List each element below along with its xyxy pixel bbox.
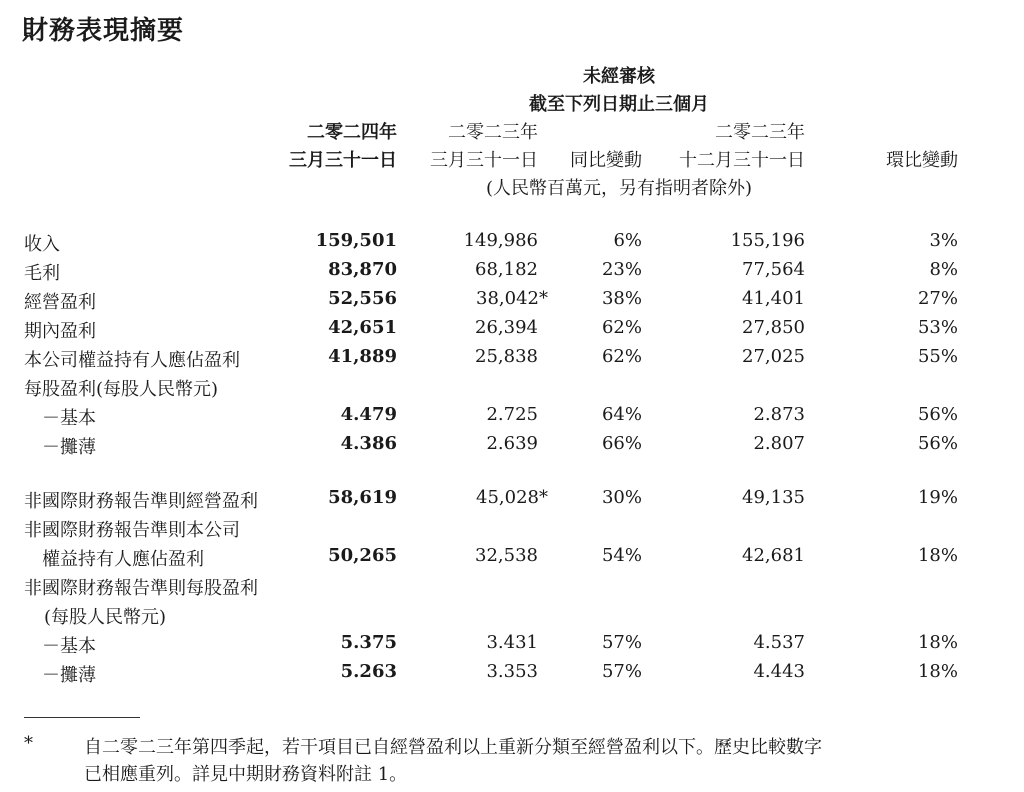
cell-2023q4: 41,401 — [742, 288, 805, 309]
header-col3: 同比變動 — [570, 150, 642, 171]
cell-yoy: 57% — [601, 632, 642, 653]
cell-2023q4: 27,025 — [742, 346, 805, 367]
header-col1-date: 三月三十一日 — [289, 150, 397, 171]
row-label: 每股盈利(每股人民幣元) — [24, 379, 219, 400]
cell-2023q1: 149,986 — [463, 230, 538, 251]
row-label: 非國際財務報告準則經營盈利 — [24, 491, 258, 512]
cell-2024q1: 50,265 — [328, 545, 397, 566]
cell-2024q1: 83,870 — [328, 259, 397, 280]
cell-yoy: 38% — [601, 288, 642, 309]
footnote-mark: * — [24, 733, 33, 754]
cell-2024q1: 5.375 — [340, 632, 397, 653]
table-row — [0, 375, 1024, 403]
table-row — [0, 603, 1024, 631]
header-col1-year: 二零二四年 — [307, 122, 397, 143]
cell-qoq: 56% — [917, 433, 958, 454]
table-row — [0, 404, 1024, 432]
cell-2023q4: 155,196 — [730, 230, 805, 251]
cell-qoq: 3% — [929, 230, 958, 251]
cell-2023q4: 77,564 — [742, 259, 805, 280]
cell-2023q4: 4.537 — [753, 632, 805, 653]
table-row — [0, 346, 1024, 374]
row-label: 期內盈利 — [24, 321, 96, 342]
table-row — [0, 661, 1024, 689]
cell-2024q1: 58,619 — [328, 487, 397, 508]
footnote-line-1: 自二零二三年第四季起，若干項目已自經營盈利以上重新分類至經營盈利以下。歷史比較數字 — [84, 737, 822, 758]
cell-yoy: 6% — [613, 230, 642, 251]
cell-2023q1: 2.725 — [486, 404, 538, 425]
cell-2024q1: 52,556 — [328, 288, 397, 309]
cell-qoq: 55% — [917, 346, 958, 367]
cell-2023q4: 27,850 — [742, 317, 805, 338]
header-col5: 環比變動 — [886, 150, 958, 171]
table-row — [0, 288, 1024, 316]
footnote-divider — [24, 717, 140, 718]
cell-qoq: 53% — [917, 317, 958, 338]
cell-yoy: 64% — [601, 404, 642, 425]
table-row — [0, 545, 1024, 573]
cell-2024q1: 42,651 — [328, 317, 397, 338]
cell-qoq: 18% — [917, 661, 958, 682]
header-col2-year: 二零二三年 — [448, 122, 538, 143]
row-label: 毛利 — [24, 263, 60, 284]
table-row — [0, 317, 1024, 345]
row-label: －攤薄 — [42, 665, 96, 686]
cell-2024q1: 159,501 — [315, 230, 397, 251]
cell-2024q1: 41,889 — [328, 346, 397, 367]
cell-2023q1: 45,028* — [476, 487, 548, 508]
header-col4-date: 十二月三十一日 — [679, 150, 805, 171]
table-row — [0, 433, 1024, 461]
cell-2023q4: 49,135 — [742, 487, 805, 508]
cell-qoq: 27% — [917, 288, 958, 309]
table-row — [0, 516, 1024, 544]
cell-2023q1: 26,394 — [475, 317, 538, 338]
row-label: －基本 — [42, 408, 96, 429]
cell-yoy: 66% — [601, 433, 642, 454]
cell-yoy: 62% — [601, 317, 642, 338]
cell-2023q1: 32,538 — [475, 545, 538, 566]
row-label: －攤薄 — [42, 437, 96, 458]
row-label: 權益持有人應佔盈利 — [42, 549, 204, 570]
cell-2024q1: 5.263 — [340, 661, 397, 682]
cell-2023q1: 38,042* — [476, 288, 548, 309]
cell-qoq: 8% — [929, 259, 958, 280]
cell-yoy: 57% — [601, 661, 642, 682]
table-row — [0, 230, 1024, 258]
row-label: 非國際財務報告準則每股盈利 — [24, 578, 258, 599]
cell-yoy: 23% — [601, 259, 642, 280]
cell-qoq: 18% — [917, 545, 958, 566]
row-label: 收入 — [24, 234, 60, 255]
table-row — [0, 632, 1024, 660]
table-row — [0, 487, 1024, 515]
page-title: 財務表現摘要 — [22, 16, 185, 46]
cell-2023q1: 68,182 — [475, 259, 538, 280]
cell-2023q1: 3.353 — [486, 661, 538, 682]
header-unit: (人民幣百萬元，另有指明者除外) — [485, 178, 753, 199]
cell-2023q4: 4.443 — [753, 661, 805, 682]
cell-2023q4: 2.807 — [753, 433, 805, 454]
table-row — [0, 574, 1024, 602]
footnote-line-2: 已相應重列。詳見中期財務資料附註 1。 — [84, 764, 408, 785]
cell-qoq: 18% — [917, 632, 958, 653]
cell-2024q1: 4.479 — [340, 404, 397, 425]
row-label: 本公司權益持有人應佔盈利 — [24, 350, 240, 371]
cell-2023q1: 2.639 — [486, 433, 538, 454]
header-col4-year: 二零二三年 — [715, 122, 805, 143]
table-row — [0, 259, 1024, 287]
cell-yoy: 54% — [601, 545, 642, 566]
row-label: (每股人民幣元) — [44, 607, 167, 628]
row-label: －基本 — [42, 636, 96, 657]
header-period: 截至下列日期止三個月 — [529, 94, 709, 115]
cell-2023q1: 3.431 — [486, 632, 538, 653]
cell-2023q4: 42,681 — [742, 545, 805, 566]
cell-qoq: 56% — [917, 404, 958, 425]
cell-2023q4: 2.873 — [753, 404, 805, 425]
header-col2-date: 三月三十一日 — [430, 150, 538, 171]
header-unaudited: 未經審核 — [583, 66, 655, 87]
cell-yoy: 62% — [601, 346, 642, 367]
cell-yoy: 30% — [601, 487, 642, 508]
cell-2024q1: 4.386 — [340, 433, 397, 454]
cell-2023q1: 25,838 — [475, 346, 538, 367]
cell-qoq: 19% — [917, 487, 958, 508]
row-label: 非國際財務報告準則本公司 — [24, 520, 240, 541]
row-label: 經營盈利 — [24, 292, 96, 313]
